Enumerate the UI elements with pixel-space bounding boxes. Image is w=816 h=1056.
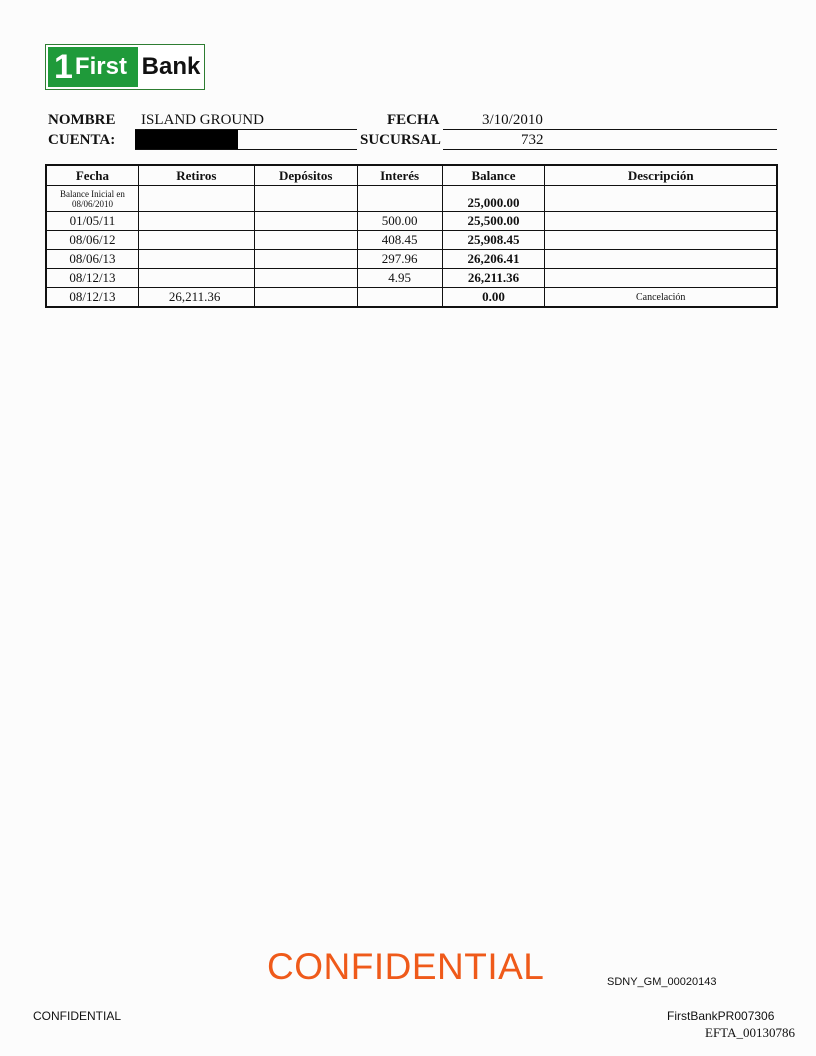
cell-descripcion <box>545 250 777 269</box>
cell-balance: 25,500.00 <box>442 212 545 231</box>
nombre-value: ISLAND GROUND <box>141 112 264 128</box>
cell-balance: 25,908.45 <box>442 231 545 250</box>
cell-fecha: 08/06/12 <box>47 231 139 250</box>
cell-fecha: Balance Inicial en 08/06/2010 <box>47 186 139 212</box>
table-row <box>47 288 777 307</box>
cell-descripcion <box>545 186 777 212</box>
table-header-row <box>47 166 777 186</box>
column-header: Depósitos <box>254 166 357 186</box>
table-row <box>47 250 777 269</box>
cell-interes: 297.96 <box>357 250 442 269</box>
fecha-value: 3/10/2010 <box>482 112 543 128</box>
cell-retiros: 26,211.36 <box>138 288 254 307</box>
cell-fecha: 08/06/13 <box>47 250 139 269</box>
cell-interes: 408.45 <box>357 231 442 250</box>
cuenta-redaction <box>135 130 238 150</box>
cell-interes: 4.95 <box>357 269 442 288</box>
column-header: Descripción <box>545 166 777 186</box>
cell-descripcion <box>545 231 777 250</box>
cell-balance: 0.00 <box>442 288 545 307</box>
cell-retiros <box>138 250 254 269</box>
cuenta-underline <box>135 149 357 150</box>
cell-retiros <box>138 186 254 212</box>
cell-descripcion: Cancelación <box>545 288 777 307</box>
cell-descripcion <box>545 269 777 288</box>
cell-retiros <box>138 231 254 250</box>
firstbank-logo <box>45 44 205 90</box>
fecha-underline <box>443 129 777 130</box>
fecha-label: FECHA <box>387 112 440 128</box>
cell-balance: 25,000.00 <box>442 186 545 212</box>
bates-sdny: SDNY_GM_00020143 <box>607 976 717 988</box>
cell-fecha: 08/12/13 <box>47 269 139 288</box>
statement-table <box>46 165 777 307</box>
bates-firstbank: FirstBankPR007306 <box>667 1009 775 1023</box>
table-row <box>47 186 777 212</box>
cell-interes <box>357 288 442 307</box>
cell-descripcion <box>545 212 777 231</box>
cell-depositos <box>254 250 357 269</box>
cell-retiros <box>138 269 254 288</box>
cell-interes <box>357 186 442 212</box>
cell-retiros <box>138 212 254 231</box>
bates-efta: EFTA_00130786 <box>705 1025 795 1040</box>
column-header: Interés <box>357 166 442 186</box>
cell-balance: 26,211.36 <box>442 269 545 288</box>
cell-depositos <box>254 186 357 212</box>
cell-depositos <box>254 269 357 288</box>
table-row <box>47 212 777 231</box>
logo-green-block <box>48 47 138 87</box>
cuenta-label: CUENTA: <box>48 132 116 148</box>
column-header: Balance <box>442 166 545 186</box>
confidential-footer-label: CONFIDENTIAL <box>33 1009 122 1023</box>
table-row <box>47 269 777 288</box>
cell-depositos <box>254 288 357 307</box>
sucursal-label: SUCURSAL <box>360 132 441 148</box>
column-header: Retiros <box>138 166 254 186</box>
sucursal-underline <box>443 149 777 150</box>
logo-first: First <box>74 53 127 80</box>
logo-bank: Bank <box>141 53 201 80</box>
cell-balance: 26,206.41 <box>442 250 545 269</box>
logo-one: 1 <box>54 48 73 86</box>
sucursal-value: 732 <box>521 132 544 148</box>
column-header: Fecha <box>47 166 139 186</box>
table-row <box>47 231 777 250</box>
cell-fecha: 01/05/11 <box>47 212 139 231</box>
cell-fecha: 08/12/13 <box>47 288 139 307</box>
cell-interes: 500.00 <box>357 212 442 231</box>
cell-depositos <box>254 212 357 231</box>
confidential-stamp: CONFIDENTIAL <box>267 946 545 987</box>
nombre-label: NOMBRE <box>48 112 116 128</box>
cell-depositos <box>254 231 357 250</box>
